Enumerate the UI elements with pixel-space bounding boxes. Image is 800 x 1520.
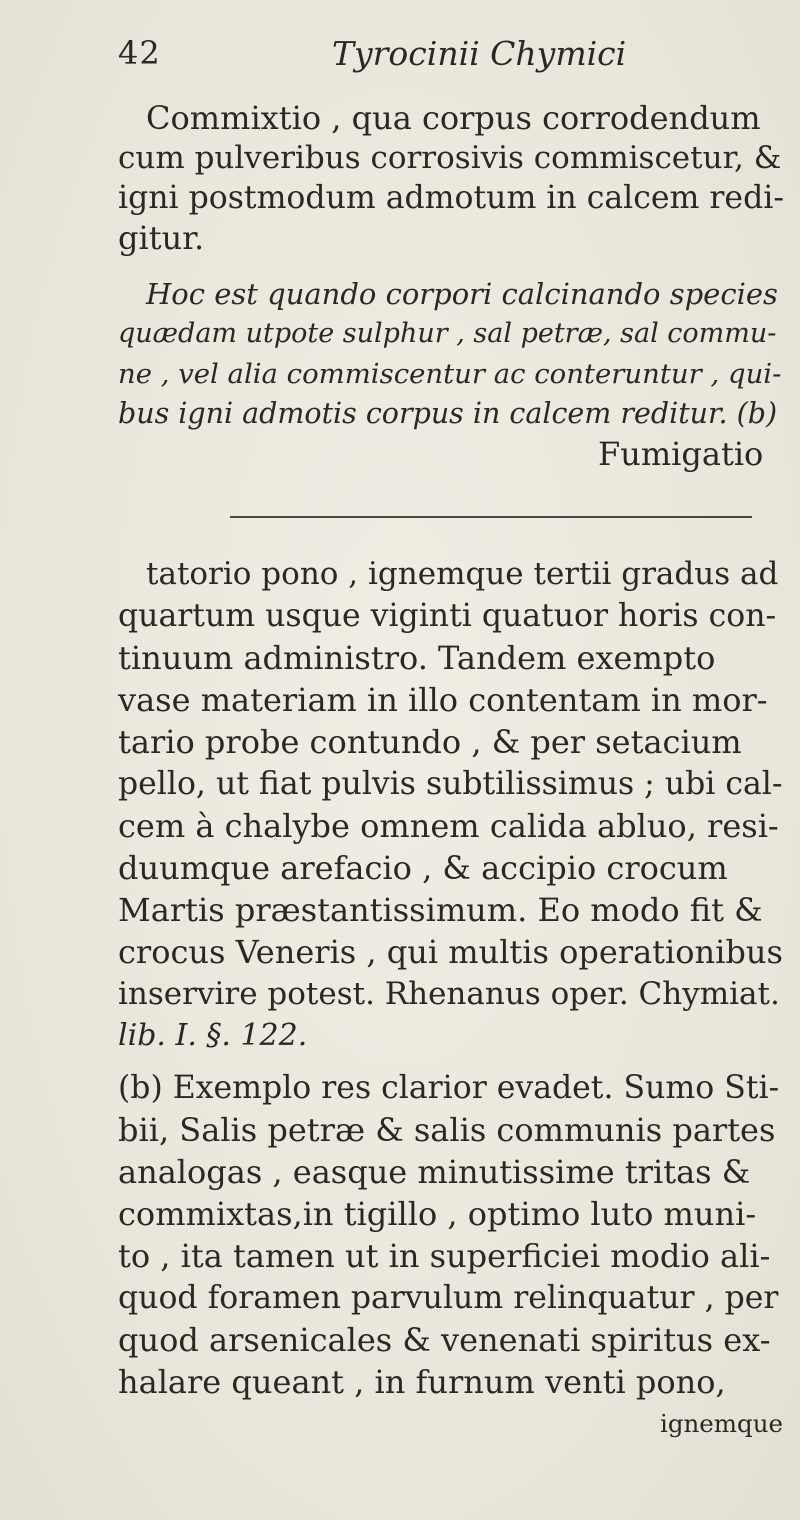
text-line: igni postmodum admotum in calcem redi- xyxy=(118,180,784,216)
italic-text-line: ne , vel alia commiscentur ac conteruntur , qui- xyxy=(118,358,782,390)
catchword: ignemque xyxy=(660,1409,783,1438)
text-line: duumque arefacio , & accipio crocum xyxy=(118,849,728,887)
text-line: cem à chalybe omnem calida abluo, resi- xyxy=(118,807,779,845)
text-line: cum pulveribus corrosivis commiscetur, & xyxy=(118,140,782,176)
text-line: quod arsenicales & venenati spiritus ex- xyxy=(118,1321,771,1359)
text-line: gitur. xyxy=(118,219,205,257)
page-header xyxy=(118,34,758,84)
fumigatio-heading: Fumigatio xyxy=(598,435,764,473)
text-line: tinuum administro. Tandem exempto xyxy=(118,639,716,677)
text-line: analogas , easque minutissime tritas & xyxy=(118,1153,751,1191)
text-line: tario probe contundo , & per setacium xyxy=(118,723,742,761)
reference-line: lib. I. §. 122. xyxy=(118,1018,308,1053)
text-line: commixtas,in tigillo , optimo luto muni- xyxy=(118,1195,757,1233)
italic-text-line: bus igni admotis corpus in calcem reditur. (b) xyxy=(118,397,778,430)
text-line: quod foramen parvulum relinquatur , per xyxy=(118,1280,779,1316)
page-number: 42 xyxy=(118,34,161,72)
italic-text-line: quædam utpote sulphur , sal petræ, sal commu- xyxy=(118,318,777,349)
section-divider xyxy=(230,516,752,518)
text-line: to , ita tamen ut in superficiei modio ali- xyxy=(118,1237,771,1275)
text-line: Martis præstantissimum. Eo modo fit & xyxy=(118,891,763,929)
text-line: inservire potest. Rhenanus oper. Chymiat. xyxy=(118,976,780,1012)
text-line: halare queant , in furnum venti pono, xyxy=(118,1363,726,1401)
running-title: Tyrocinii Chymici xyxy=(332,34,627,73)
italic-text-line: Hoc est quando corpori calcinando species xyxy=(146,277,778,311)
text-line: pello, ut fiat pulvis subtilissimus ; ubi cal- xyxy=(118,766,783,802)
text-line: (b) Exemplo res clarior evadet. Sumo Sti- xyxy=(118,1070,780,1106)
text-line: vase materiam in illo contentam in mor- xyxy=(118,681,768,719)
text-line: quartum usque viginti quatuor horis con- xyxy=(118,598,777,634)
text-line: tatorio pono , ignemque tertii gradus ad xyxy=(146,556,779,592)
text-line: crocus Veneris , qui multis operationibus xyxy=(118,933,783,971)
text-line: Commixtio , qua corpus corrodendum xyxy=(146,99,761,137)
text-line: bii, Salis petræ & salis communis partes xyxy=(118,1111,776,1149)
